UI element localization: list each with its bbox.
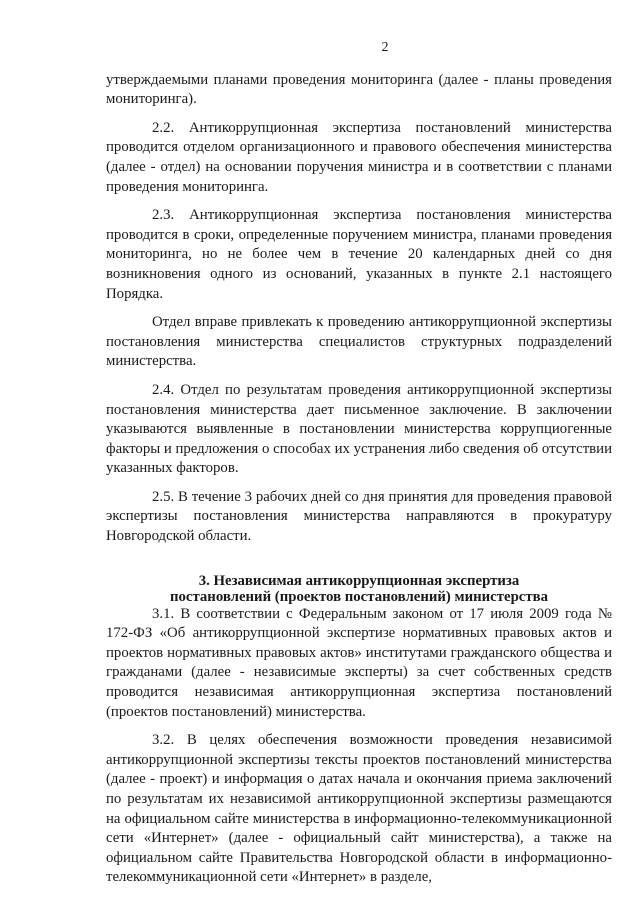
section-3-heading-line1: 3. Независимая антикоррупционная экспертиза <box>198 572 520 589</box>
paragraph-3-2: 3.2. В целях обеспечения возможности проведения независимой антикоррупционной экспертизы тексты проектов постановлений министерства (далее - проект) и информация о датах начала и окончания приема заключений по результатам их независимой антикоррупционной экспертизы размещаются на официальном сайте министерства в информационно-телекоммуникационной сети «Интернет» (далее - официальный сайт министерства), а также на официальном сайте Правительства Новгородской области в информационно-телекоммуникационной сети «Интернет» в разделе, <box>106 732 612 886</box>
section-3-heading-line2: постановлений (проектов постановлений) министерства <box>169 588 549 605</box>
section-3-heading <box>106 573 612 605</box>
page-number: 2 <box>381 40 389 55</box>
paragraph-continuation: утверждаемыми планами проведения мониторинга (далее - планы проведения мониторинга). <box>106 71 612 108</box>
paragraph-2-5: 2.5. В течение 3 рабочих дней со дня принятия для проведения правовой экспертизы постановления министерства направляются в прокуратуру Новгородской области. <box>106 488 612 545</box>
paragraph-3-1: 3.1. В соответствии с Федеральным законом от 17 июля 2009 года № 172-ФЗ «Об антикоррупционной экспертизе нормативных правовых актов и проектов нормативных правовых актов» институтами гражданского общества и гражданами (далее - независимые эксперты) за счет собственных средств проводится независимая антикоррупционная экспертиза постановлений (проектов постановлений) министерства. <box>106 605 612 720</box>
paragraph-2-3-addendum: Отдел вправе привлекать к проведению антикоррупционной экспертизы постановления министерства специалистов структурных подразделений министерства. <box>106 314 612 370</box>
paragraph-2-3: 2.3. Антикоррупционная экспертиза постановления министерства проводится в сроки, определенные поручением министра, планами проведения мониторинга, но не более чем в течение 20 календарных дней со дня возникновения одного из оснований, указанных в пункте 2.1 настоящего Порядка. <box>106 207 612 302</box>
paragraph-2-2: 2.2. Антикоррупционная экспертиза постановлений министерства проводится отделом организационного и правового обеспечения министерства (далее - отдел) на основании поручения министра и в соответствии с планами проведения мониторинга. <box>106 119 612 195</box>
paragraph-2-4: 2.4. Отдел по результатам проведения антикоррупционной экспертизы постановления министерства дает письменное заключение. В заключении указываются выявленные в постановлении министерства коррупциогенные факторы и предложения о способах их устранения либо сведения об отсутствии указанных факторов. <box>106 381 612 477</box>
